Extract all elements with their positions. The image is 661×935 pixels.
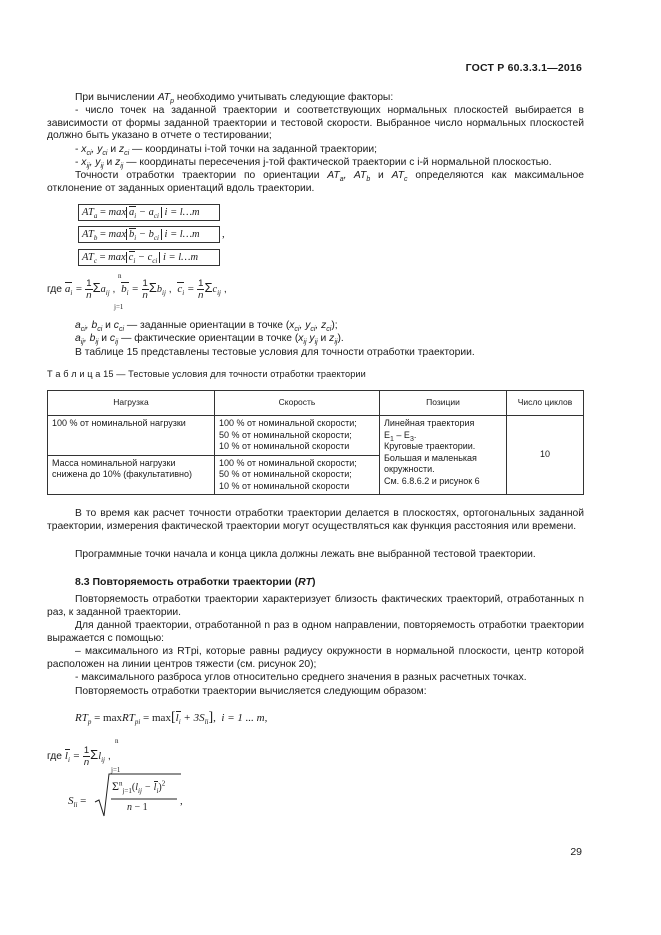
sum-limit-top-1: n [118, 272, 122, 280]
max-b: max [108, 229, 127, 240]
paragraph-given-traj: Для данной траектории, отработанной n раз в одном направлении, повторяемость отработки траектории выражается с помощью: [47, 620, 584, 644]
p5-lead: Точности отработки траектории по ориентации [75, 170, 320, 181]
cell-load: 100 % от номинальной нагрузки [48, 416, 215, 456]
paragraph-factors: При вычислении $AT_p$ необходимо учитывать следующие факторы: [75, 92, 394, 106]
table-row [48, 416, 584, 456]
formula-comma: , [222, 228, 225, 240]
section-heading: 8.3 Повторяемость отработки траектории (RT) [75, 576, 316, 588]
formula-means: где $a_i$ = $\frac{1}{n}\Sigma a_{ij}$ , $b_i$ = $\frac{1}{n}\Sigma b_{ij}$ , $c_i$ = $\frac{1}{n}\Sigma c_{ij}$ , [47, 278, 227, 301]
paragraph-coords-given: - $x_{ci}$, $y_{ci}$ и $z_{ci}$ — координаты i-той точки на заданной траектории; [75, 144, 378, 158]
formula-rtp: $RT_p$ = maxRT$_{pi}$ = $\max[l_i + 3S_{li}]$, i = 1 ... m, [75, 710, 268, 727]
paragraph-program-points: Программные точки начала и конца цикла должны лежать вне выбранной тестовой траектории. [75, 549, 536, 560]
p1-text: необходимо учитывать следующие факторы: [176, 92, 394, 103]
paragraph-coords-actual: - $x_{ij}$, $y_{ij}$ и $z_{ij}$ — координаты пересечения j-той фактической траектории с i-й нормальной плоскостью. [75, 157, 552, 171]
where-label-1: где [47, 284, 63, 296]
cell-positions: Линейная траектория $E_1 - E_3$. Круговые траектории. Большая и маленькая окружности. См. 6.8.6.2 и рисунок 6 [380, 416, 507, 495]
formula-sli-comma: , [180, 795, 183, 807]
formula-atc: $AT_c = \max c_i - c_{ci}$ i = l…m [78, 249, 220, 266]
col-header-load: Нагрузка [48, 391, 215, 416]
cell-speed: 100 % от номинальной скорости; 50 % от номинальной скорости; 10 % от номинальной скорости [215, 416, 380, 456]
formula-sli-label: $S_{li}$ = [68, 795, 87, 810]
table-caption: Т а б л и ц а 15 — Тестовые условия для точности отработки траектории [47, 369, 366, 379]
line-given-orient: $a_{ci}$, $b_{ci}$ и $c_{ci}$ — заданные ориентации в точке ($x_{ci}$, $y_{ci}$, $z_{ci}$); [75, 320, 338, 334]
col-header-positions: Позиции [380, 391, 507, 416]
formula-atb: $AT_b = \max b_i - b_{ci}$ i = l…m [78, 226, 220, 243]
formula-mean-l: где $l_i$ = $\frac{1}{n}\Sigma l_{ij}$ , [47, 745, 111, 768]
formula-sli-den: n − 1 [127, 802, 148, 813]
paragraph-max-rt: – максимального из RTpi, которые равны радиусу окружности в нормальной плоскости, центр которой расположен на линии центров тяжести (см. рисунок 20); [47, 646, 584, 670]
paragraph-points: - число точек на заданной траектории и соответствующих нормальных плоскостей выбирается в зависимости от формы заданной траектории и тестовой скорости. Выбранное число нормальных плоскостей должно быть указано в отчете о тестировании; [47, 105, 584, 142]
p5-tail: определяются как максимальное отклонение от заданных ориентаций вдоль траектории. [47, 170, 584, 194]
line-table-ref: В таблице 15 представлены тестовые условия для точности отработки траектории. [75, 347, 475, 358]
formula-ata: $AT_a = \max a_i - a_{ci}$ i = l…m [78, 204, 220, 221]
sum-limit-bot-2: j=1 [111, 766, 121, 774]
coords-actual-text: — координаты пересечения j-той фактической траектории с i-й нормальной плоскостью. [126, 157, 552, 168]
actual-orient-text: — фактические ориентации в точке [121, 333, 292, 344]
paragraph-repeatability: Повторяемость отработки траектории характеризует близость фактических траекторий, отработанных n раз, к заданной траектории. [47, 594, 584, 618]
paragraph-max-spread: - максимального разброса углов относительно среднего значения в разных расчетных точках. [75, 672, 527, 683]
where-label-2: где [47, 751, 63, 763]
cell-speed: 100 % от номинальной скорости; 50 % от номинальной скорости; 10 % от номинальной скорости [215, 455, 380, 495]
paragraph-orientation: Точности отработки траектории по ориентации $AT_a$, $AT_b$ и $AT_c$ определяются как максимальное отклонение от заданных ориентаций вдоль траектории. [47, 170, 584, 194]
test-conditions-table [47, 390, 584, 495]
max-c: max [108, 252, 126, 263]
col-header-cycles: Число циклов [507, 391, 584, 416]
cell-cycles: 10 [507, 416, 584, 495]
paragraph-planes: В то время как расчет точности отработки траектории делается в плоскостях, ортогональных заданной траектории, измерения фактической траектории могут осуществляться как функция расстояния или времени. [47, 508, 584, 532]
max-a: max [108, 207, 127, 218]
cell-load: Масса номинальной нагрузки снижена до 10% (факультативно) [48, 455, 215, 495]
line-actual-orient: $a_{ij}$, $b_{ij}$ и $c_{ij}$ — фактические ориентации в точке ($x_{ij}$ $y_{ij}$ и $z_{ij}$). [75, 333, 344, 347]
formula-range: i = 1 ... m, [221, 712, 268, 724]
document-id: ГОСТ Р 60.3.3.1—2016 [465, 62, 582, 74]
coords-given-text: — координаты i-той точки на заданной траектории; [132, 144, 378, 155]
p1-lead: При вычислении [75, 92, 155, 103]
sum-limit-bot-1: j=1 [114, 303, 124, 311]
given-orient-text: — заданные ориентации в точке [126, 320, 283, 331]
page-number: 29 [570, 846, 582, 858]
formula-sli-num: $\Sigma^n_{j=1}(l_{ij} - l_i)^2$ [112, 779, 166, 795]
col-header-speed: Скорость [215, 391, 380, 416]
paragraph-calc: Повторяемость отработки траектории вычисляется следующим образом: [75, 686, 427, 697]
sum-limit-top-2: n [115, 737, 119, 745]
